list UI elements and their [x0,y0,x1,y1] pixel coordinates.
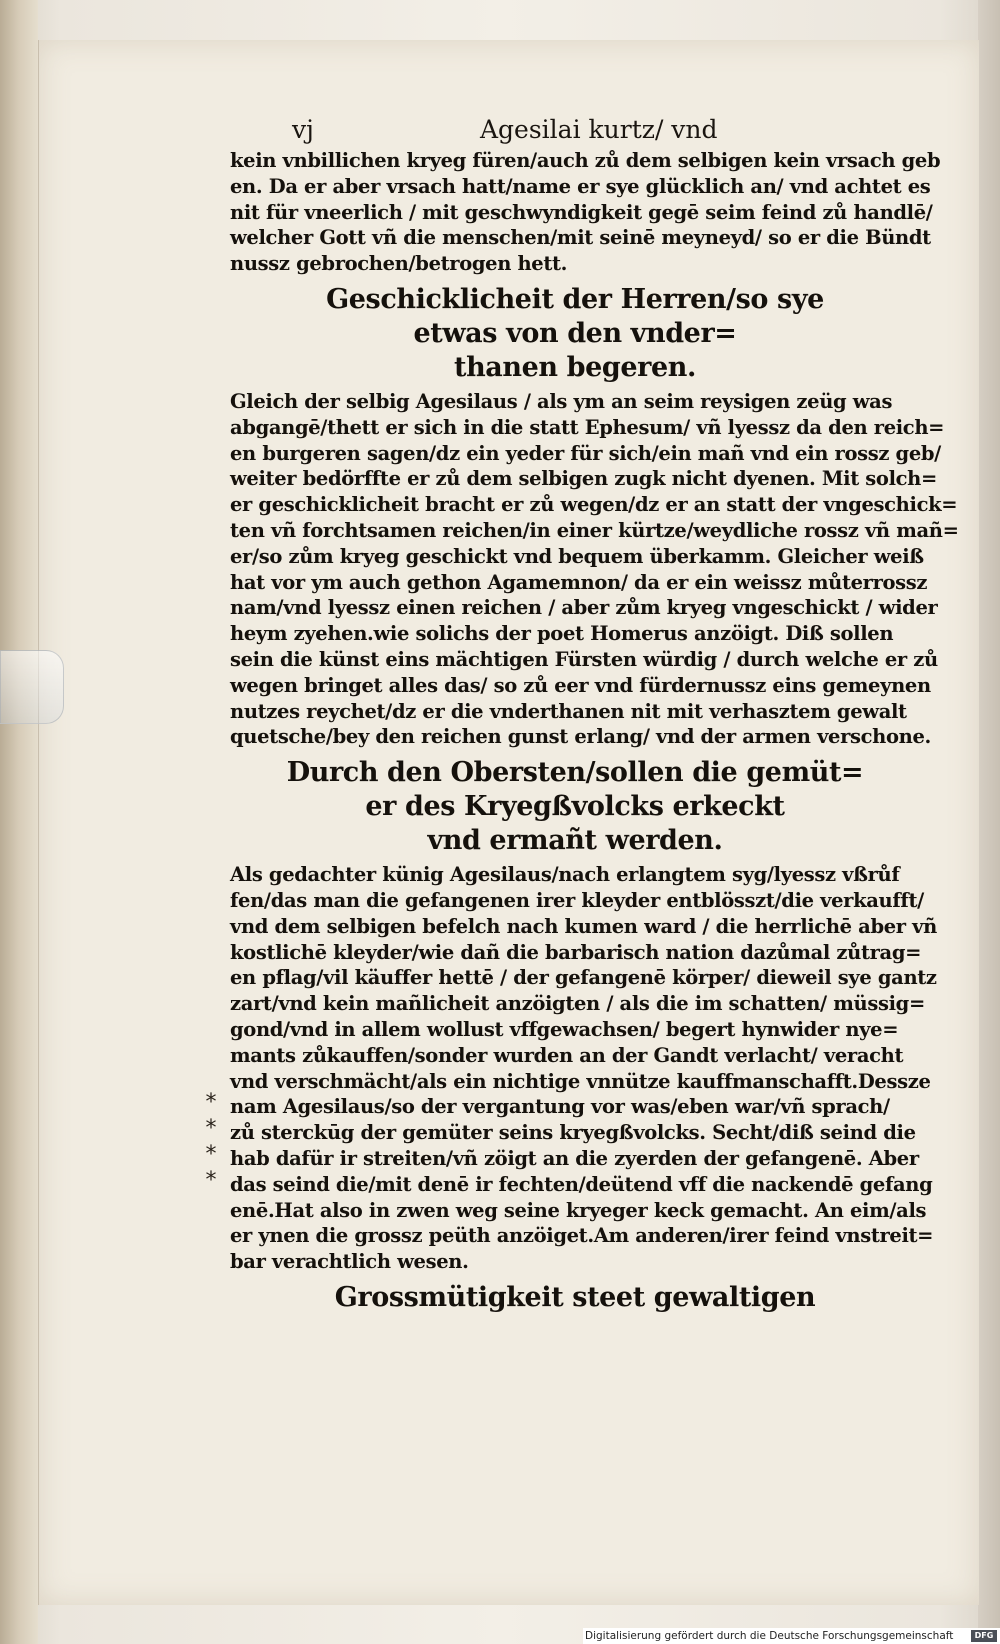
text-line: welcher Gott vñ die menschen/mit seinē meyneyd/ so er die Bündt [230,226,931,250]
section-heading-3 [230,1281,920,1315]
heading-line: vnd ermañt werden. [427,825,723,857]
heading-line: Durch den Obersten/sollen die gemüt= [286,757,864,789]
running-head: Agesilai kurtz/ vnd [480,115,718,144]
text-line: enē.Hat also in zwen weg seine kryeger keck gemacht. An eim/als [230,1198,927,1222]
book-left-edge [0,0,38,1644]
text-line: hat vor ym auch gethon Agamemnon/ da er ein weissz můterrossz [230,570,928,594]
text-line: nam/vnd lyessz einen reichen / aber zům kryeg vngeschickt / wider [230,596,938,620]
text-line: Gleich der selbig Agesilaus / als ym an seim reysigen zeüg was [230,389,893,413]
heading-line: er des Kryegßvolcks erkeckt [365,791,785,823]
text-line: zů sterckūg der gemüter seins kryegßvolcks. Secht/diß seind die [230,1121,916,1145]
text-line: das seind die/mit denē ir fechten/deütend vff die nackendē gefang [230,1172,933,1196]
paragraph-2 [230,389,959,750]
text-line: sein die künst eins mächtigen Fürsten würdig / durch welche er zů [230,647,938,671]
text-line: nussz gebrochen/betrogen hett. [230,252,568,276]
text-line: er geschicklicheit bracht er zů wegen/dz er an statt der vngeschick= [230,493,958,517]
text-line: en burgeren sagen/dz ein yeder für sich/ein mañ vnd ein rossz geb/ [230,441,941,465]
asterisk-icon: ⁎ [205,1161,217,1186]
text-line: ten vñ forchtsamen reichen/in einer kürtze/weydliche rossz vñ mañ= [230,518,959,542]
footer-credit: Digitalisierung gefördert durch die Deutsche Forschungsgemeinschaft [585,1630,954,1642]
text-line: nit für vneerlich / mit geschwyndigkeit gegē seim feind zů handlē/ [230,200,933,224]
text-line: zart/vnd kein mañlicheit anzöigten / als die im schatten/ müssig= [230,992,925,1016]
text-line: Als gedachter künig Agesilaus/nach erlangtem syg/lyessz vßrůf [230,863,900,887]
text-line: weiter bedörffte er zů dem selbigen zugk nicht dyenen. Mit solch= [230,467,937,491]
text-line: gond/vnd in allem wollust vffgewachsen/ begert hynwider nye= [230,1017,899,1041]
digitization-footer [583,1628,1000,1644]
margin-marks [198,1083,224,1187]
text-line: kostlichē kleyder/wie dañ die barbarisch nation dazůmal zůtrag= [230,940,922,964]
text-line: fen/das man die gefangenen irer kleyder entblösszt/die verkaufft/ [230,888,924,912]
heading-line: Geschicklicheit der Herren/so sye [326,283,824,315]
book-right-edge [978,0,1000,1644]
text-line: en. Da er aber vrsach hatt/name er sye glücklich an/ vnd achtet es [230,174,931,198]
section-heading-1 [230,283,920,385]
text-line: en pflag/vil käuffer hettē / der gefangenē körper/ dieweil sye gantz [230,966,937,990]
binding-clip [0,650,64,724]
text-line: bar verachtlich wesen. [230,1250,469,1274]
text-line: er ynen die grossz peüth anzöiget.Am anderen/irer feind vnstreit= [230,1224,934,1248]
text-line: vnd dem selbigen befelch nach kumen ward / die herrlichē aber vñ [230,914,937,938]
text-line: er/so zům kryeg geschickt vnd bequem überkamm. Gleicher weiß [230,544,924,568]
dfg-logo: DFG [971,1630,997,1642]
text-line: hab dafür ir streiten/vñ zöigt an die zyerden der gefangenē. Aber [230,1146,919,1170]
asterisk-icon: ⁎ [205,1135,217,1160]
paragraph-3 [230,862,937,1275]
section-heading-2 [230,756,920,858]
text-line: kein vnbillichen kryeg füren/auch zů dem selbigen kein vrsach geb [230,149,941,172]
heading-line: Grossmütigkeit steet gewaltigen [334,1281,816,1313]
text-line: heym zyehen.wie solichs der poet Homerus anzöigt. Diß sollen [230,622,894,646]
asterisk-icon: ⁎ [205,1083,217,1108]
text-line: nutzes reychet/dz er die vnderthanen nit mit verhasztem gewalt [230,699,907,723]
paragraph-1 [230,148,941,277]
folio-number: vj [292,115,314,144]
text-line: abgangē/thett er sich in die statt Ephesum/ vñ lyessz da den reich= [230,415,945,439]
asterisk-icon: ⁎ [205,1109,217,1134]
heading-line: etwas von den vnder= [413,317,737,349]
text-line: quetsche/bey den reichen gunst erlang/ vnd der armen verschone. [230,725,931,749]
text-line: mants zůkauffen/sonder wurden an der Gandt verlacht/ veracht [230,1043,904,1067]
heading-line: thanen begeren. [454,351,696,383]
text-line: wegen bringet alles das/ so zů eer vnd fürdernussz eins gemeynen [230,673,931,697]
text-line: nam Agesilaus/so der vergantung vor was/eben war/vñ sprach/ [230,1095,890,1119]
text-block [230,148,959,1319]
text-line: vnd verschmächt/als ein nichtige vnnütze kauffmanschafft.Dessze [230,1069,931,1093]
